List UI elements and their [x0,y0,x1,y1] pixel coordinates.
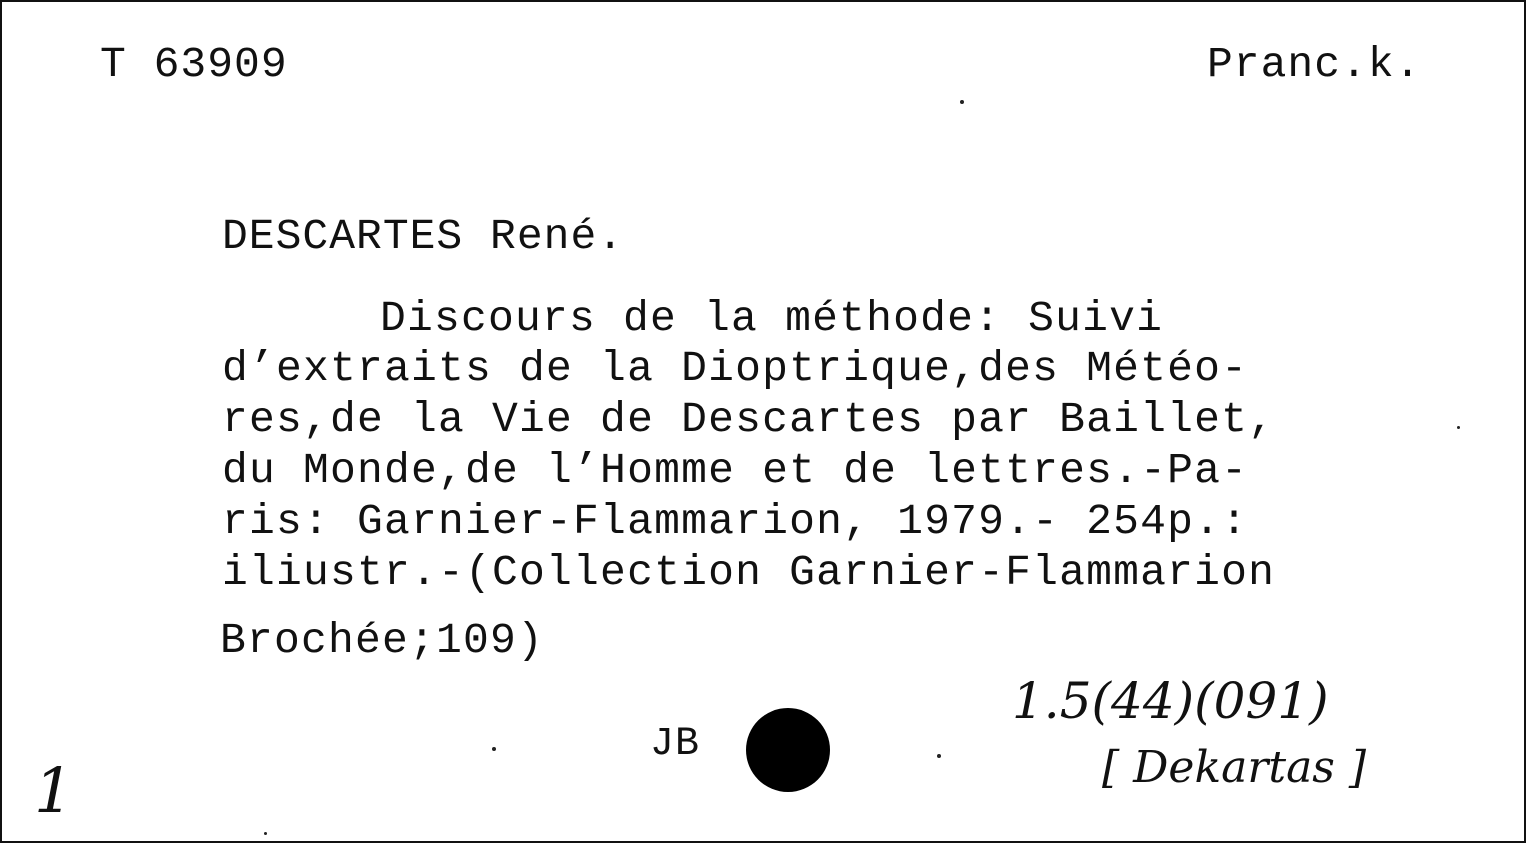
author-heading: DESCARTES René. [222,212,625,261]
description-line: d’extraits de la Dioptrique,des Météo- [222,344,1249,393]
description-line: du Monde,de l’Homme et de lettres.-Pa- [222,446,1249,495]
speck [937,754,941,758]
call-number: T 63909 [100,40,288,89]
speck [1457,426,1460,429]
description-line: res,de la Vie de Descartes par Baillet, [222,395,1276,444]
description-line: Discours de la méthode: Suivi [380,294,1164,343]
description-line: Brochée;109) [220,616,545,665]
cataloger-initials: JB [650,722,701,767]
speck [264,832,267,835]
margin-mark: 1 [34,754,74,827]
description-line: ris: Garnier-Flammarion, 1979.- 254p.: [222,497,1249,546]
speck [960,100,964,104]
shelf-mark: Pranc.k. [1207,40,1422,89]
description-line: iliustr.-(Collection Garnier-Flammarion [222,548,1276,597]
classification-number: 1.5(44)(091) [1012,672,1329,730]
speck [492,747,496,751]
bracketed-note: [ Dekartas ] [1102,742,1367,793]
filled-circle-mark [746,708,830,792]
